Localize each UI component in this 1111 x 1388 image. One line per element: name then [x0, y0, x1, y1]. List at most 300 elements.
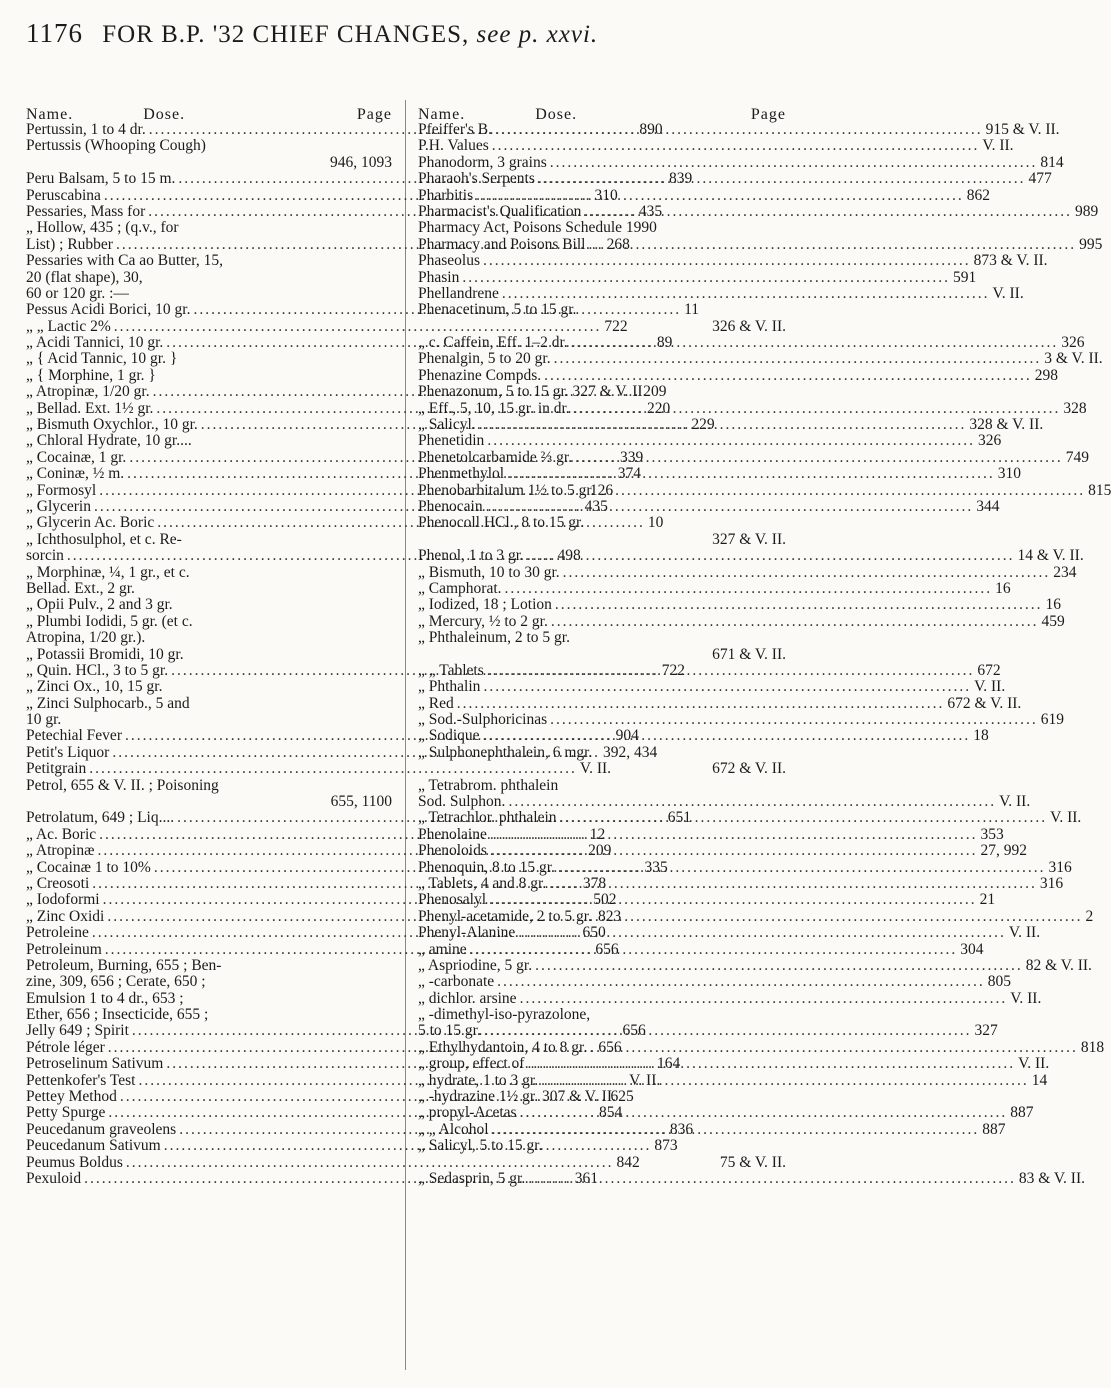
- entry-name: Petty Spurge: [26, 1104, 106, 1122]
- page-reference: 335: [644, 858, 668, 876]
- index-entry: [418, 170, 1052, 188]
- leader-dots: [505, 794, 999, 810]
- index-entry: [418, 989, 1042, 1007]
- name-heading: Name.: [26, 106, 74, 123]
- leader-dots: [489, 1122, 983, 1138]
- entry-name: „ „ Tablets: [418, 661, 484, 679]
- entry-name: „ Acidi Tannici, 10 gr.: [26, 334, 164, 352]
- page-heading: Page: [356, 106, 392, 123]
- entry-name: Petrol, 655 & V. II. ; Poisoning: [26, 776, 219, 794]
- leader-dots: [179, 220, 392, 236]
- entry-name: „ Chloral Hydrate, 10 gr....: [26, 432, 192, 450]
- page-reference: 459: [1041, 612, 1065, 630]
- leader-dots: [480, 728, 974, 744]
- index-entry: [26, 317, 628, 335]
- index-entry: [418, 612, 1065, 630]
- leader-dots: [555, 860, 1049, 876]
- page-reference: 749: [1065, 448, 1089, 466]
- leader-dots: [129, 286, 392, 302]
- leader-dots: [581, 204, 1075, 220]
- index-entry: [26, 155, 392, 171]
- page-reference: 328 & V. II.: [969, 416, 1044, 434]
- index-entry: [418, 1022, 998, 1040]
- entry-name: Phenazonum, 5 to 15 gr. 327 & V. II.: [418, 383, 647, 401]
- leader-dots: [538, 1073, 1032, 1089]
- entry-name: Pharaoh's Serpents: [418, 170, 535, 188]
- index-entry: [26, 958, 392, 974]
- page-reference: 873 & V. II.: [973, 252, 1048, 270]
- page-reference: 82 & V. II.: [1025, 956, 1092, 974]
- leader-dots: [592, 909, 1086, 925]
- index-entry: [418, 809, 1082, 827]
- leader-dots: [592, 745, 786, 761]
- leader-dots: [552, 597, 1046, 613]
- entry-name: „ Cocainæ 1 to 10%: [26, 858, 151, 876]
- leader-dots: [173, 597, 392, 613]
- leader-dots: [504, 466, 998, 482]
- index-entry: [418, 252, 1048, 270]
- page-reference: 3 & V. II.: [1044, 350, 1103, 368]
- leader-dots: [156, 368, 392, 384]
- leader-dots: [570, 630, 786, 646]
- index-entry: [418, 678, 1006, 696]
- entry-name: Peruscabina: [26, 186, 101, 204]
- right-column: [418, 106, 1111, 1187]
- page-reference: V. II.: [999, 793, 1031, 811]
- entry-name: „ Ethylhydantoin, 4 to 8 gr.: [418, 1038, 588, 1056]
- page-reference: 16: [995, 579, 1011, 597]
- page-reference: 316: [1048, 858, 1072, 876]
- index-entry: [418, 1170, 1085, 1187]
- page-reference: 656: [622, 1022, 646, 1040]
- entry-name: Phellandrene: [418, 284, 499, 302]
- index-entry: [418, 907, 1094, 925]
- page-reference: 298: [1034, 366, 1058, 384]
- entry-name: „ Phthaleinum, 2 to 5 gr.: [418, 629, 570, 647]
- page-reference: V. II.: [629, 1071, 661, 1089]
- entry-name: „ Eff., 5, 10, 15 gr. in dr.: [418, 399, 570, 417]
- page-reference: 839: [669, 170, 693, 188]
- page-reference: 854: [599, 1104, 623, 1122]
- page-reference: 27, 992: [980, 842, 1028, 860]
- index-entry: [418, 956, 1092, 974]
- page-reference: 655, 1100: [330, 793, 392, 811]
- entry-name: Phenolaine: [418, 825, 487, 843]
- index-entry: [418, 891, 996, 909]
- entry-name: Pertussis (Whooping Cough): [26, 137, 206, 155]
- page-reference: 328: [1063, 399, 1087, 417]
- entry-name: Pettenkofer's Test: [26, 1071, 136, 1089]
- entry-name: sorcin: [26, 547, 64, 565]
- entry-name: Peumus Boldus: [26, 1153, 123, 1171]
- leader-dots: [481, 1023, 975, 1039]
- entry-name: zine, 309, 656 ; Cerate, 650 ;: [26, 973, 206, 991]
- page-reference: 268: [606, 235, 630, 253]
- leader-dots: [616, 1089, 786, 1105]
- entry-name: Ether, 656 ; Insecticide, 655 ;: [26, 1006, 209, 1024]
- page-reference: 502: [593, 891, 617, 909]
- leader-dots: [193, 614, 392, 630]
- entry-name: Phenol, 1 to 3 gr.: [418, 547, 524, 565]
- entry-name: „ Iodized, 18 ; Lotion: [418, 596, 552, 614]
- page-reference: 887: [982, 1120, 1006, 1138]
- page-reference: 671 & V. II.: [712, 645, 786, 663]
- page-reference: V. II.: [992, 284, 1024, 302]
- entry-name: Petroselinum Sativum: [26, 1055, 164, 1073]
- leader-dots: [590, 1007, 786, 1023]
- index-entry: [418, 596, 1061, 614]
- leader-dots: [184, 647, 392, 663]
- page-reference: 656: [595, 940, 619, 958]
- page-reference: V. II.: [1010, 989, 1042, 1007]
- page-reference: 353: [980, 825, 1004, 843]
- page-reference: 89: [656, 334, 673, 352]
- page-reference: 435: [638, 202, 663, 220]
- entry-name: Phenyl-acetamide, 2 to 5 gr.: [418, 907, 592, 925]
- index-entry: [26, 712, 392, 728]
- leader-dots: [487, 843, 981, 859]
- entry-name: „ Mercury, ½ to 2 gr.: [418, 612, 548, 630]
- entry-name: „ Glycerin Ac. Boric: [26, 514, 155, 532]
- right-entry-list: [418, 121, 1111, 1187]
- page-heading: Page: [750, 106, 786, 123]
- page-reference: V. II.: [1018, 1055, 1050, 1073]
- entry-name: 60 or 120 gr. :—: [26, 284, 129, 302]
- leader-dots: [145, 630, 392, 646]
- entry-name: Phasin: [418, 268, 460, 286]
- index-entry: [418, 973, 1012, 991]
- leader-dots: [484, 663, 978, 679]
- index-entry: [418, 448, 1089, 466]
- name-heading: Name.: [418, 106, 466, 123]
- entry-name: „ Zinci Sulphocarb., 5 and: [26, 694, 190, 712]
- page-reference: 21: [979, 891, 996, 909]
- entry-name: „ Cocainæ, 1 gr.: [26, 448, 127, 466]
- page-reference: 209: [643, 383, 667, 401]
- page-reference: 815: [1088, 481, 1111, 499]
- page-reference: 625: [610, 1088, 634, 1106]
- page-reference: 326: [977, 432, 1002, 450]
- page-reference: 651: [667, 809, 691, 827]
- page-reference: 326: [1061, 334, 1085, 352]
- index-entry: [26, 630, 392, 646]
- leader-dots: [489, 138, 983, 154]
- index-entry: [418, 432, 1002, 450]
- index-entry: [418, 745, 786, 761]
- leader-dots: [570, 401, 1064, 417]
- dose-heading: Dose.: [143, 106, 186, 123]
- page-reference: 722: [604, 317, 628, 335]
- leader-dots: [223, 253, 392, 269]
- leader-dots: [61, 712, 392, 728]
- entry-name: Pexuloid: [26, 1170, 82, 1187]
- page-reference: 304: [960, 940, 984, 958]
- entry-name: Petroleinum: [26, 940, 102, 958]
- index-entry: [418, 778, 786, 794]
- leader-dots: [473, 188, 967, 204]
- entry-name: „ c. Caffein, Eff. 1–2 dr.: [418, 334, 568, 352]
- page-number: 1176: [26, 18, 83, 48]
- index-entry: [418, 1071, 1048, 1089]
- leader-dots: [184, 991, 392, 1007]
- index-entry: [26, 433, 392, 449]
- entry-name: Phenosalyl: [418, 891, 487, 909]
- index-entry: [418, 334, 1085, 352]
- entry-name: Phenobarbitalum 1½ to 5 gr.: [418, 481, 595, 499]
- entry-name: „ -hydrazine 1½ gr. 307 & V. II.: [418, 1088, 616, 1106]
- entry-name: „ Bismuth, 10 to 30 gr.: [418, 563, 560, 581]
- entry-name: „ -carbonate: [418, 973, 495, 991]
- entry-name: Pessaries, Mass for: [26, 202, 146, 220]
- page-reference: 310: [594, 186, 618, 204]
- page-reference: 814: [1040, 153, 1064, 171]
- left-column-header: [26, 108, 392, 122]
- page-reference: V. II.: [1008, 924, 1041, 942]
- leader-dots: [542, 1138, 786, 1154]
- entry-name: List) ; Rubber: [26, 235, 113, 253]
- entry-name: „ Hollow, 435 ; (q.v., for: [26, 219, 179, 237]
- index-entry: [418, 579, 1011, 597]
- leader-dots: [206, 138, 392, 154]
- entry-name: Phenmethylol: [418, 465, 505, 483]
- page-reference: 209: [588, 842, 612, 860]
- entry-name: „ -dimethyl-iso-pyrazolone,: [418, 1006, 591, 1024]
- leader-dots: [547, 155, 1041, 171]
- page-reference: 310: [997, 465, 1021, 483]
- entry-name: „ „ Alcohol: [418, 1120, 489, 1138]
- entry-name: Atropina, 1/20 gr.).: [26, 629, 146, 647]
- page-reference: 378: [582, 874, 607, 892]
- leader-dots: [143, 270, 392, 286]
- page-reference: V. II.: [974, 678, 1006, 696]
- entry-name: Petrolatum, 649 ; Liq....: [26, 809, 175, 827]
- page-reference: 477: [1028, 170, 1052, 188]
- entry-name: Pharmacy and Poisons Bill: [418, 235, 586, 253]
- leader-dots: [587, 1040, 1081, 1056]
- entry-name: Petit's Liquor: [26, 743, 110, 761]
- leader-dots: [517, 1105, 1011, 1121]
- page-reference: 915 & V. II.: [985, 121, 1060, 138]
- entry-name: „ dichlor. arsine: [418, 989, 517, 1007]
- leader-dots: [476, 417, 970, 433]
- index-entry: [418, 366, 1058, 384]
- page-reference: 2: [1085, 907, 1094, 925]
- index-entry: [418, 761, 786, 777]
- index-entry: [418, 284, 1024, 302]
- page-reference: 591: [952, 268, 977, 286]
- page-reference: 873: [654, 1137, 678, 1155]
- page-reference: 229: [691, 416, 715, 434]
- index-entry: [26, 991, 392, 1007]
- leader-dots: [585, 237, 1079, 253]
- entry-name: Pharmacy Act, Poisons Schedule 1990: [418, 219, 657, 237]
- entry-name: „ Morphinæ, ¼, 1 gr., et c.: [26, 563, 190, 581]
- entry-name: Phenoloids: [418, 842, 487, 860]
- leader-dots: [517, 991, 1011, 1007]
- page-reference: 672 & V. II.: [712, 760, 786, 778]
- entry-name: „ Creosoti: [26, 874, 90, 892]
- entry-name: Peru Balsam, 5 to 15 m.: [26, 170, 176, 188]
- leader-dots: [192, 433, 392, 449]
- page-reference: 818: [1080, 1038, 1105, 1056]
- entry-name: Pfeiffer's B.: [418, 121, 492, 138]
- entry-name: Pessus Acidi Borici, 10 gr.: [26, 301, 191, 319]
- index-entry: [26, 138, 392, 154]
- index-entry: [26, 647, 392, 663]
- leader-dots: [595, 483, 1089, 499]
- entry-name: Phenocoll HCl., 8 to 15 gr.: [418, 514, 585, 532]
- entry-name: Pétrole léger: [26, 1038, 105, 1056]
- leader-dots: [524, 548, 1018, 564]
- entry-name: Phenyl-Alanine: [418, 924, 516, 942]
- entry-name: „ Bismuth Oxychlor., 10 gr.: [26, 416, 198, 434]
- leader-dots: [560, 565, 1054, 581]
- entry-name: Phenalgin, 5 to 20 gr.: [418, 350, 551, 368]
- entry-name: „ Glycerin: [26, 497, 91, 515]
- index-entry: [26, 696, 392, 712]
- index-entry: [418, 1120, 1006, 1138]
- leader-dots: [572, 450, 1066, 466]
- index-entry: [26, 351, 392, 367]
- leader-dots: [177, 351, 392, 367]
- index-entry: [418, 384, 786, 400]
- index-entry: [418, 302, 786, 318]
- entry-name: „ Atropinæ: [26, 842, 95, 860]
- index-entry: [418, 515, 786, 531]
- page-reference: 361: [574, 1170, 598, 1187]
- index-entry: [418, 497, 1000, 515]
- leader-dots: [492, 122, 986, 138]
- entry-name: Peucedanum graveolens: [26, 1120, 177, 1138]
- page-reference: 498: [557, 547, 581, 565]
- entry-name: Pharmacist's Qualification: [418, 202, 582, 220]
- entry-name: „ { Morphine, 1 gr. }: [26, 366, 156, 384]
- entry-name: „ Bellad. Ext. 1½ gr.: [26, 399, 154, 417]
- leader-dots: [206, 974, 393, 990]
- index-entry: [26, 679, 392, 695]
- page-reference: 316: [1039, 874, 1064, 892]
- entry-name: „ group, effect of: [418, 1055, 525, 1073]
- index-entry: [26, 597, 392, 613]
- entry-name: „ Zinc Oxidi: [26, 907, 105, 925]
- leader-dots: [546, 876, 1040, 892]
- entry-name: „ Salicyl, 5 to 15 gr.: [418, 1137, 543, 1155]
- entry-name: P.H. Values: [418, 137, 489, 155]
- entry-name: Phenocain: [418, 497, 483, 515]
- entry-name: „ Atropinæ, 1/20 gr.: [26, 383, 150, 401]
- leader-dots: [541, 368, 1035, 384]
- page-reference: 14: [1031, 1071, 1048, 1089]
- page-reference: 326 & V. II.: [712, 317, 786, 335]
- index-entry: [418, 874, 1064, 892]
- entry-name: „ Sod.-Sulphoricinas: [418, 711, 548, 729]
- leader-dots: [535, 171, 1029, 187]
- entry-name: Bellad. Ext., 2 gr.: [26, 579, 135, 597]
- entry-name: „ { Acid Tannic, 10 gr. }: [26, 350, 178, 368]
- index-entry: [26, 220, 392, 236]
- entry-name: „ Coninæ, ½ m.: [26, 465, 125, 483]
- entry-name: „ Camphorat.: [418, 579, 502, 597]
- leader-dots: [162, 679, 392, 695]
- entry-name: „ „ Lactic 2%: [26, 317, 111, 335]
- index-entry: [418, 319, 786, 335]
- entry-name: Phenazine Compds.: [418, 366, 542, 384]
- leader-dots: [525, 1171, 1019, 1187]
- leader-dots: [532, 958, 1026, 974]
- page-reference: 823: [597, 907, 622, 925]
- index-entry: [26, 794, 392, 810]
- entry-name: „ Phthalin: [418, 678, 481, 696]
- entry-name: „ Tablets, 4 and 8 gr.: [418, 874, 547, 892]
- leader-dots: [494, 974, 988, 990]
- page-reference: 650: [582, 924, 606, 942]
- entry-name: „ Opii Pulv., 2 and 3 gr.: [26, 596, 173, 614]
- page-reference: 83 & V. II.: [1018, 1170, 1085, 1187]
- entry-name: Phenetidin: [418, 432, 485, 450]
- entry-name: „ Zinci Ox., 10, 15 gr.: [26, 678, 163, 696]
- index-entry: [418, 1089, 786, 1105]
- leader-dots: [467, 942, 961, 958]
- page-reference: V. II.: [1050, 809, 1082, 827]
- leader-dots: [584, 515, 786, 531]
- entry-name: „ Salicyl.: [418, 416, 476, 434]
- index-entry: [418, 924, 1041, 942]
- page-reference: V. II.: [982, 137, 1014, 155]
- index-entry: [26, 1007, 392, 1023]
- leader-dots: [480, 679, 974, 695]
- index-entry: [418, 1055, 1050, 1073]
- index-entry: [418, 825, 1004, 843]
- index-entry: [418, 220, 786, 236]
- leader-dots: [182, 532, 392, 548]
- leader-dots: [487, 827, 981, 843]
- index-entry: [418, 547, 1084, 565]
- index-entry: [418, 399, 1087, 417]
- leader-dots: [208, 1007, 392, 1023]
- entry-name: „ Plumbi Iodidi, 5 gr. (et c.: [26, 612, 193, 630]
- page-reference: 435: [584, 497, 608, 515]
- entry-name: „ amine: [418, 940, 467, 958]
- entry-name: Petechial Fever: [26, 727, 122, 745]
- entry-name: „ Sodique: [418, 727, 480, 745]
- page-reference: 995: [1079, 235, 1103, 253]
- entry-name: „ Sedasprin, 5 gr.: [418, 1170, 526, 1187]
- index-entry: [418, 1104, 1034, 1122]
- page-reference: 392, 434: [602, 743, 658, 761]
- index-entry: [26, 368, 392, 384]
- page-reference: 10: [647, 514, 664, 532]
- leader-dots: [459, 270, 953, 286]
- page-reference: 904: [615, 727, 639, 745]
- page-reference: 672: [977, 661, 1001, 679]
- index-entry: [26, 581, 392, 597]
- index-entry: [418, 153, 1064, 171]
- page-reference: 327: [974, 1022, 998, 1040]
- leader-dots: [558, 778, 786, 794]
- index-entry: [418, 350, 1103, 368]
- entry-name: „ Iodoformi: [26, 891, 100, 909]
- leader-dots: [221, 958, 392, 974]
- index-entry: [418, 1155, 786, 1171]
- entry-name: „ Quin. HCl., 3 to 5 gr.: [26, 661, 169, 679]
- entry-name: Peucedanum Sativum: [26, 1137, 161, 1155]
- index-entry: [418, 465, 1021, 483]
- entry-name: „ Ichthosulphol, et c. Re-: [26, 530, 182, 548]
- see-reference: see p. xxvi.: [476, 21, 599, 48]
- entry-name: „ Tetrabrom. phthalein: [418, 776, 559, 794]
- entry-name: 10 gr.: [26, 711, 62, 729]
- leader-dots: [480, 253, 974, 269]
